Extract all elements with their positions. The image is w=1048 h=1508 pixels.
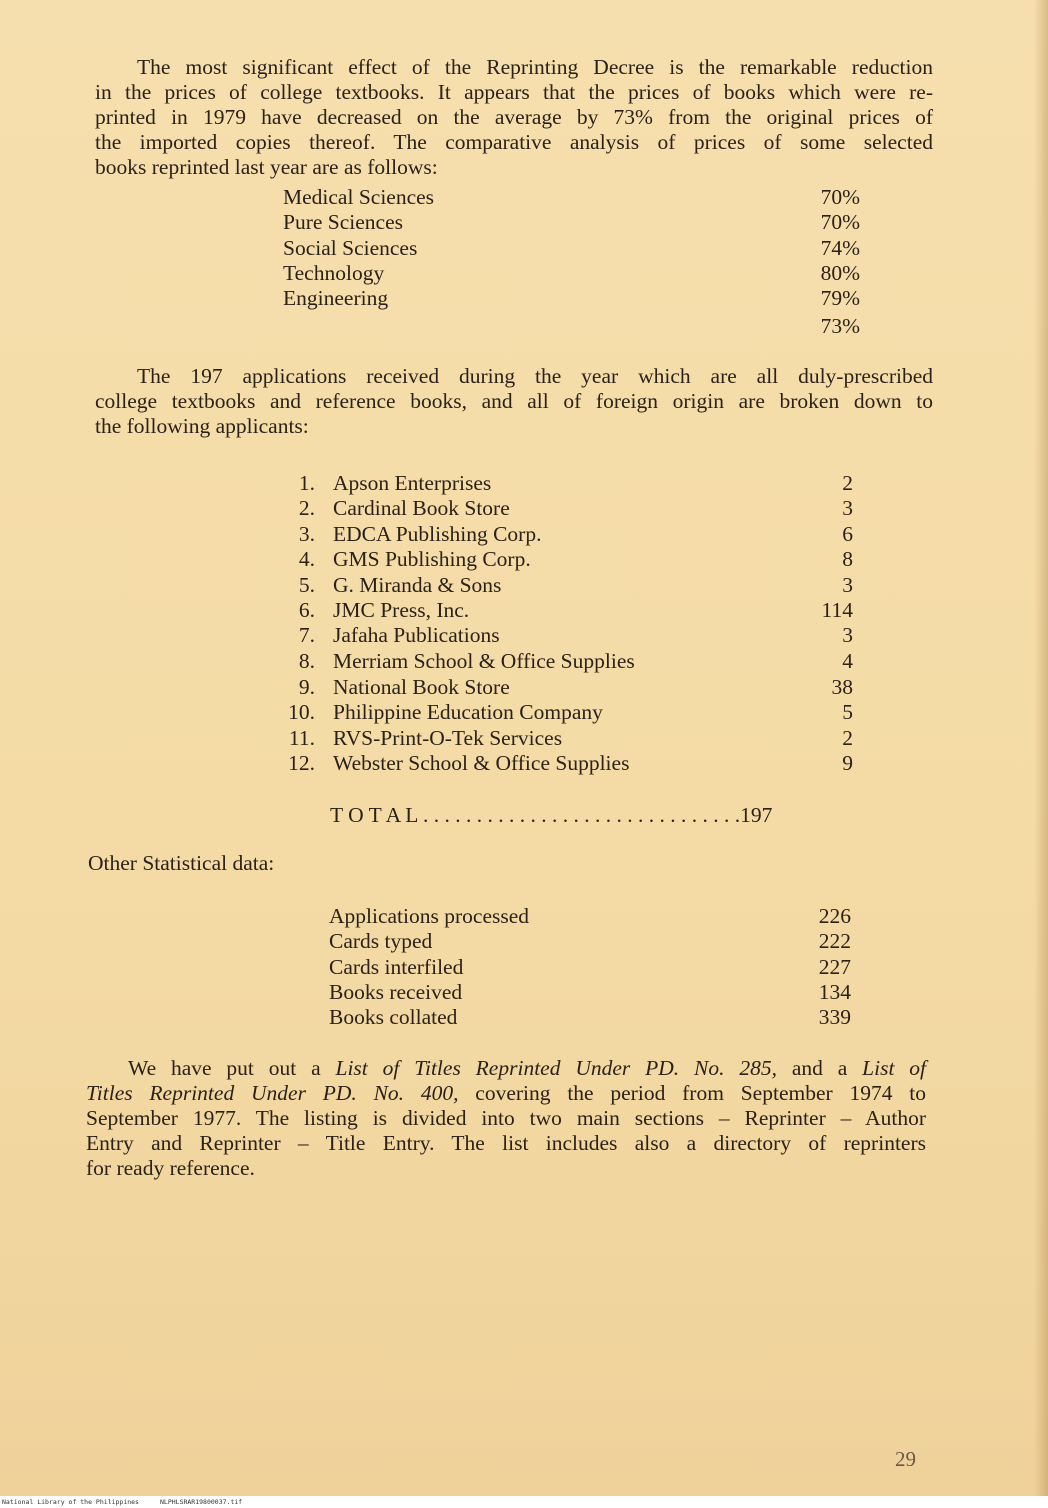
applicant-number: 9. <box>298 675 315 699</box>
applicant-number: 10. <box>288 700 315 724</box>
applicant-name: G. Miranda & Sons <box>333 573 502 597</box>
applicant-name: Apson Enterprises <box>333 471 492 495</box>
stat-label: Cards typed <box>329 929 433 953</box>
applicant-name: JMC Press, Inc. <box>333 598 470 622</box>
stat-label: Books received <box>329 980 463 1004</box>
closing-text: and a <box>776 1056 863 1080</box>
stat-value: 134 <box>818 980 851 1004</box>
percent-value: 80% <box>820 261 860 285</box>
applicant-number: 1. <box>298 471 315 495</box>
field-label: Engineering <box>283 286 389 310</box>
stat-label: Cards interfiled <box>329 955 464 979</box>
applicant-count: 3 <box>842 573 853 597</box>
closing-line: Entry and Reprinter – Title Entry. The list includes also a directory of reprinters <box>86 1131 926 1155</box>
closing-line: September 1977. The listing is divided into two main sections – Reprinter – Author <box>86 1106 926 1130</box>
scan-footer <box>0 1496 1048 1508</box>
closing-line <box>86 1056 926 1081</box>
applicant-count: 38 <box>831 675 853 699</box>
applicant-count: 114 <box>821 598 853 622</box>
stat-value: 226 <box>818 904 851 928</box>
applicant-count: 2 <box>842 471 853 495</box>
applicant-count: 2 <box>842 726 853 750</box>
footer-file: NLPHLSRAR19800037.tif <box>160 1498 243 1506</box>
applicant-name: Jafaha Publications <box>333 623 500 647</box>
closing-line <box>86 1081 926 1106</box>
intro-line: books reprinted last year are as follows: <box>95 155 438 179</box>
applicant-number: 8. <box>298 649 315 673</box>
other-stats-heading: Other Statistical data: <box>88 851 275 875</box>
applicant-number: 5. <box>298 573 315 597</box>
intro-line: in the prices of college textbooks. It appears that the prices of books which were re- <box>95 80 933 104</box>
percent-value: 70% <box>820 210 860 234</box>
applicant-number: 4. <box>298 547 315 571</box>
title-reference-285: List of Titles Reprinted Under PD. No. 285, <box>335 1056 777 1080</box>
applicant-name: Merriam School & Office Supplies <box>333 649 635 673</box>
intro-line: the imported copies thereof. The comparative analysis of prices of some selected <box>95 130 933 154</box>
average-percent: 73% <box>820 314 860 338</box>
applicant-count: 6 <box>842 522 853 546</box>
closing-paragraph <box>86 1056 926 1181</box>
applicant-name: RVS-Print-O-Tek Services <box>333 726 563 750</box>
percent-value: 70% <box>820 185 860 209</box>
applicant-number: 3. <box>298 522 315 546</box>
applicant-count: 8 <box>842 547 853 571</box>
field-label: Pure Sciences <box>283 210 404 234</box>
applicant-count: 4 <box>842 649 853 673</box>
applicant-number: 6. <box>298 598 315 622</box>
applicant-name: Webster School & Office Supplies <box>333 751 630 775</box>
applicant-count: 5 <box>842 700 853 724</box>
closing-text: covering the period from September 1974 to <box>458 1081 926 1105</box>
applicant-number: 7. <box>298 623 315 647</box>
applicant-number: 12. <box>288 751 315 775</box>
title-reference-400-start: List of <box>862 1056 926 1080</box>
applicant-name: EDCA Publishing Corp. <box>333 522 542 546</box>
total-label: T O T A L <box>330 803 418 827</box>
intro-line: The most significant effect of the Reprinting Decree is the remarkable reduction <box>137 55 933 79</box>
stat-value: 227 <box>818 955 851 979</box>
footer-source: National Library of the Philippines <box>2 1498 139 1506</box>
applicant-count: 9 <box>842 751 853 775</box>
total-value: 197 <box>740 803 773 827</box>
field-label: Medical Sciences <box>283 185 435 209</box>
applicant-count: 3 <box>842 496 853 520</box>
field-label: Social Sciences <box>283 236 418 260</box>
field-label: Technology <box>283 261 385 285</box>
percent-value: 74% <box>820 236 860 260</box>
applicant-name: GMS Publishing Corp. <box>333 547 531 571</box>
page-number: 29 <box>895 1447 916 1471</box>
applications-line: college textbooks and reference books, and all of foreign origin are broken down to <box>95 389 933 413</box>
total-leader: . . . . . . . . . . . . . . . . . . . . . . . . . . . . . . <box>417 803 741 827</box>
applicant-name: Philippine Education Company <box>333 700 603 724</box>
applicant-number: 11. <box>288 726 315 750</box>
closing-text: We have put out a <box>128 1056 336 1080</box>
total-row <box>330 803 772 828</box>
intro-line: printed in 1979 have decreased on the average by 73% from the original prices of <box>95 105 933 129</box>
intro-paragraph <box>95 55 933 180</box>
title-reference-400: Titles Reprinted Under PD. No. 400, <box>86 1081 459 1105</box>
applicant-name: Cardinal Book Store <box>333 496 510 520</box>
applications-line: The 197 applications received during the year which are all duly-prescribed <box>137 364 933 388</box>
applicant-count: 3 <box>842 623 853 647</box>
applications-paragraph <box>95 364 933 439</box>
applicant-number: 2. <box>298 496 315 520</box>
applications-line: the following applicants: <box>95 414 309 438</box>
stat-value: 339 <box>818 1005 851 1029</box>
stat-value: 222 <box>818 929 851 953</box>
stat-label: Books collated <box>329 1005 458 1029</box>
percent-value: 79% <box>820 286 860 310</box>
applicant-name: National Book Store <box>333 675 510 699</box>
page-edge-shadow <box>1034 0 1048 1496</box>
stat-label: Applications processed <box>329 904 530 928</box>
closing-line: for ready reference. <box>86 1156 255 1180</box>
